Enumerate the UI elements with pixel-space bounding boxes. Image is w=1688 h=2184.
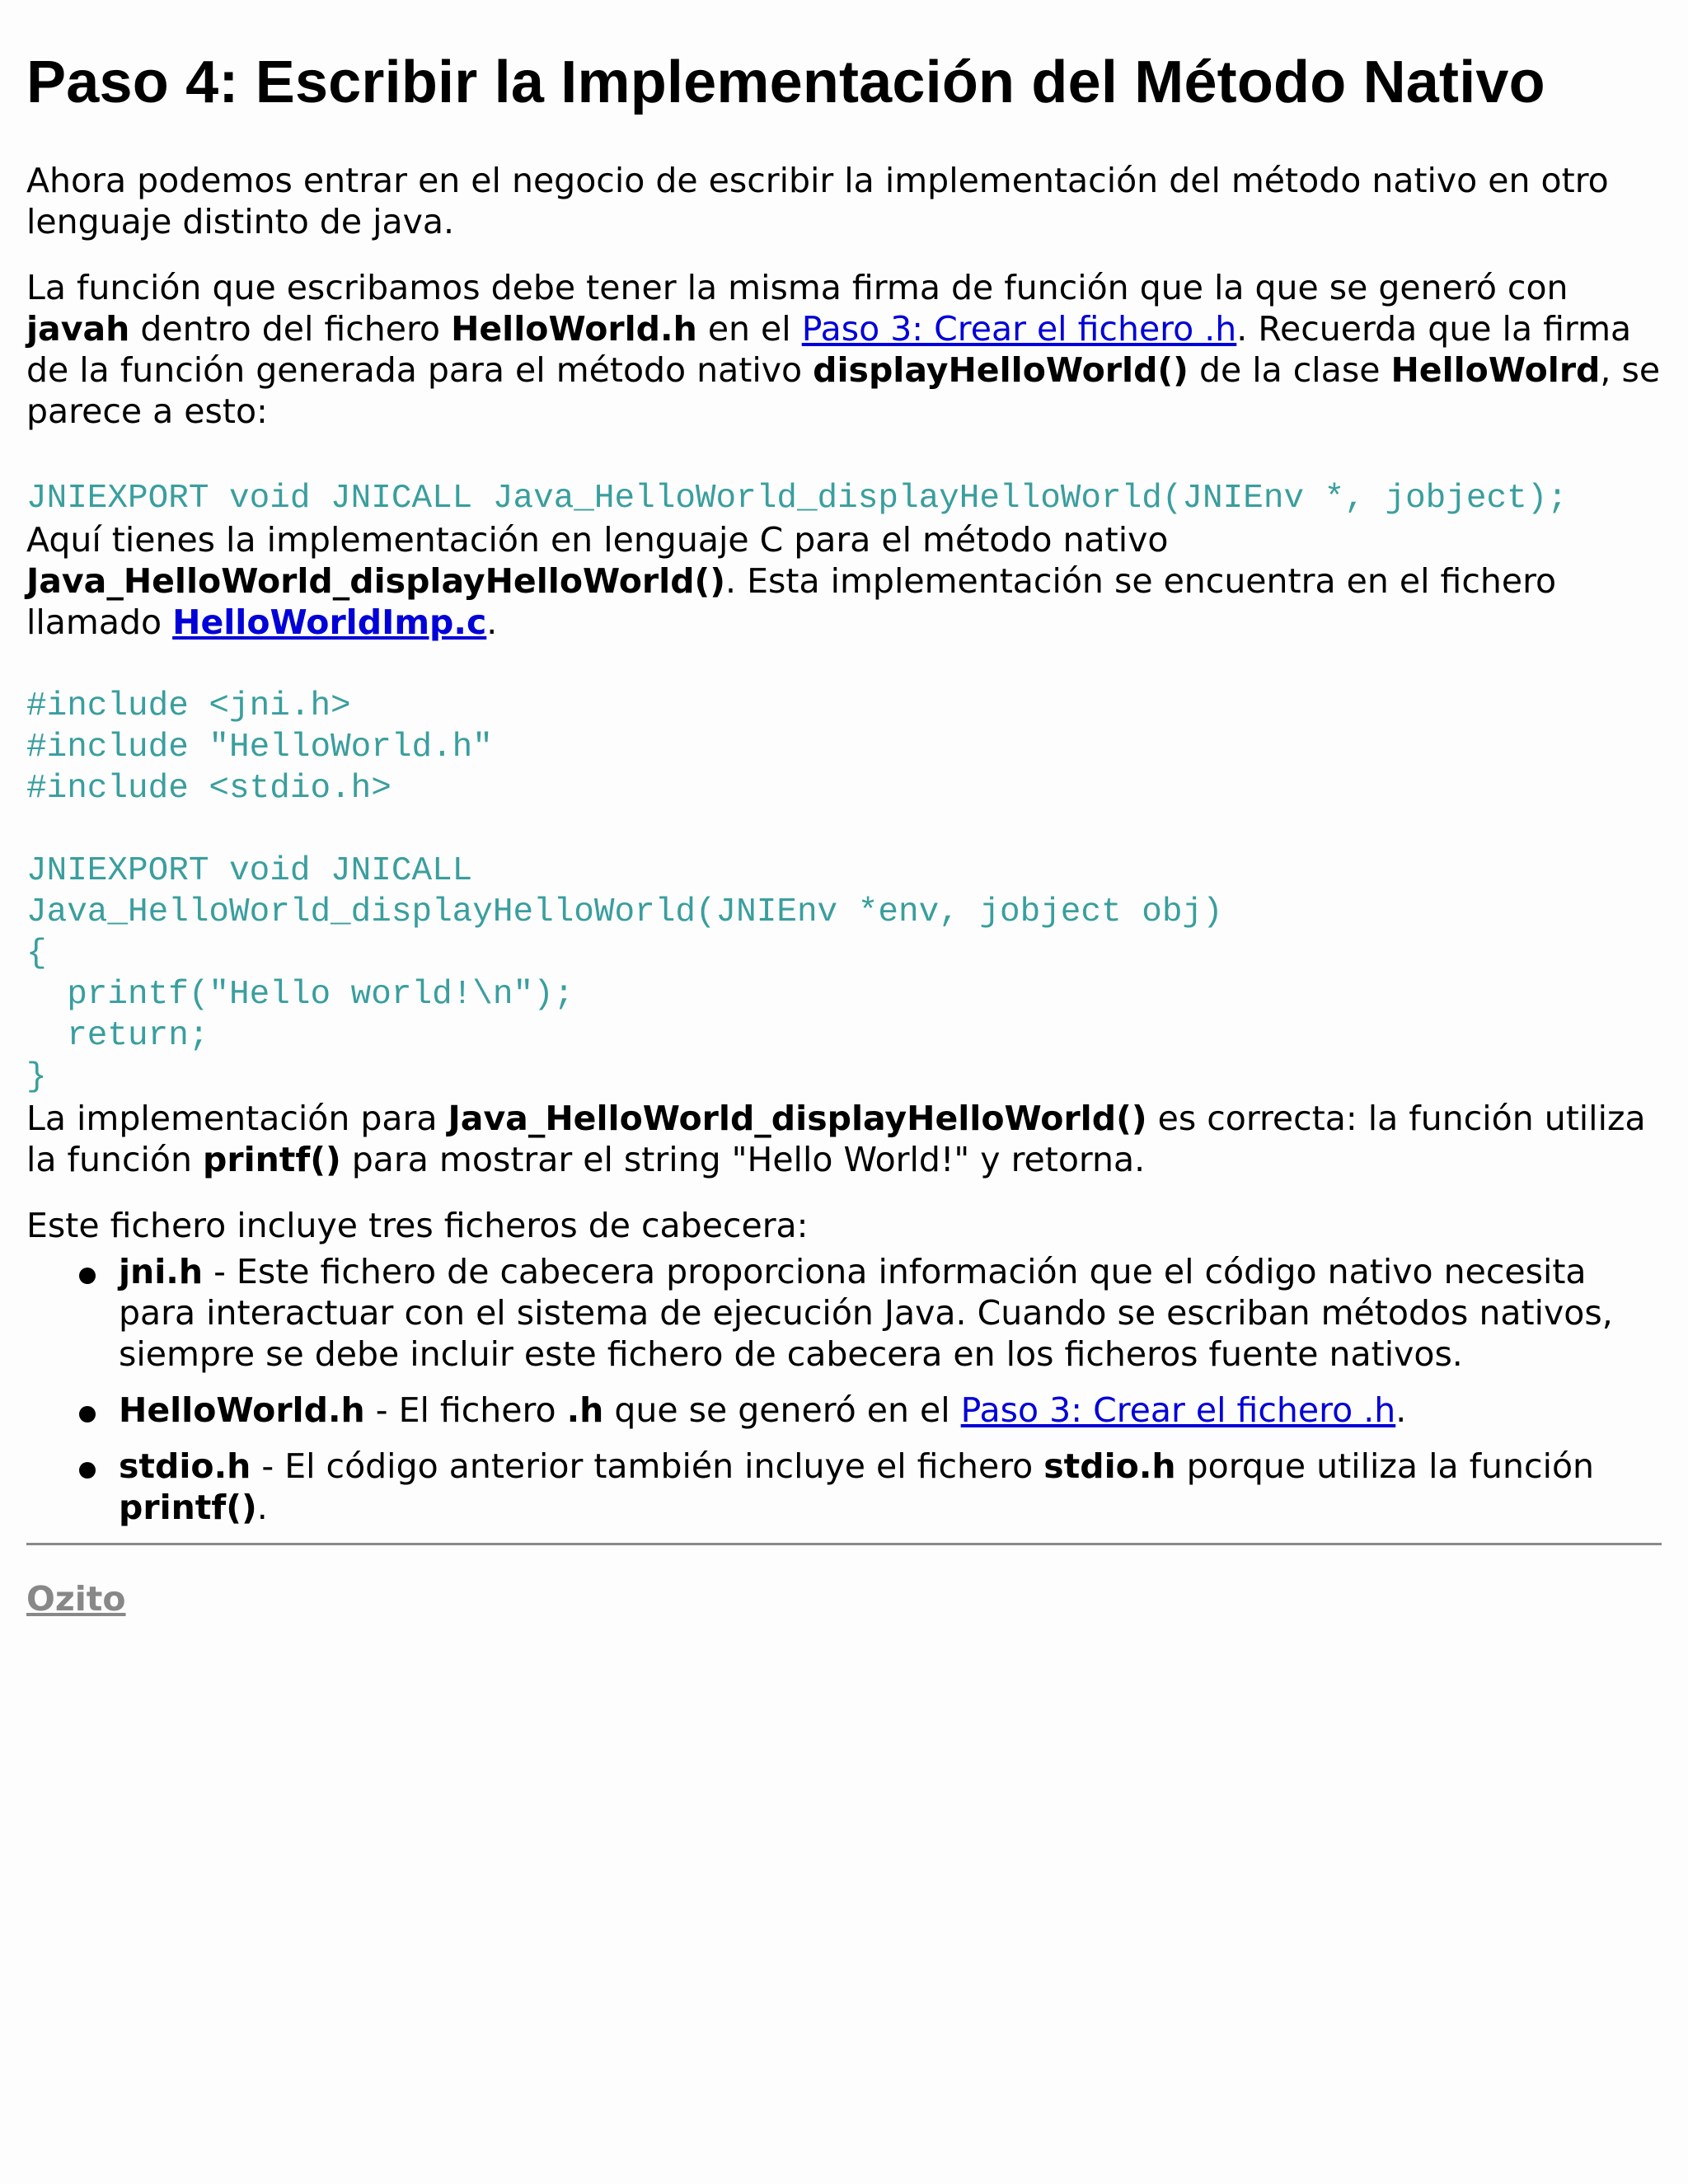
bullet-icon <box>79 1462 96 1479</box>
text: . <box>486 602 498 642</box>
item-text: - El fichero <box>364 1390 567 1430</box>
document-page <box>26 0 1662 1619</box>
paso-3-link[interactable]: Paso 3: Crear el fichero .h <box>801 309 1237 349</box>
headers-intro-paragraph: Este fichero incluye tres ficheros de cabecera: <box>26 1206 809 1245</box>
ozito-link[interactable]: Ozito <box>26 1579 126 1619</box>
item-term: HelloWorld.h <box>119 1390 365 1430</box>
intro-paragraph: Ahora podemos entrar en el negocio de escribir la implementación del método nativo en otro lenguaje distinto de java. <box>26 161 1609 241</box>
javah-term: javah <box>26 309 130 349</box>
correctness-paragraph <box>26 1098 1662 1180</box>
item-term: jni.h <box>119 1252 204 1291</box>
paso-3-link[interactable]: Paso 3: Crear el fichero .h <box>960 1390 1396 1430</box>
display-method-term: displayHelloWorld() <box>813 350 1189 390</box>
class-name-term: HelloWolrd <box>1390 350 1601 390</box>
helloworld-h-term: HelloWorld.h <box>451 309 697 349</box>
bullet-icon <box>79 1406 96 1422</box>
item-term: stdio.h <box>1043 1446 1176 1486</box>
item-term: .h <box>566 1390 604 1430</box>
divider <box>26 1543 1662 1545</box>
item-text: que se generó en el <box>603 1390 961 1430</box>
text: , se parece a esto: <box>26 350 1661 431</box>
text: La función que escribamos debe tener la misma firma de función que la que se generó con <box>26 268 1568 307</box>
helloworldimp-link[interactable]: HelloWorldImp.c <box>172 602 487 642</box>
text: . Recuerda que la firma de la función generada para el método nativo <box>26 309 1632 390</box>
text: de la clase <box>1188 350 1391 390</box>
text: es correcta: la función utiliza la función <box>26 1099 1646 1179</box>
native-function-term: Java_HelloWorld_displayHelloWorld() <box>448 1099 1147 1138</box>
text: La implementación para <box>26 1099 448 1138</box>
text: para mostrar el string "Hello World!" y retorna. <box>340 1140 1146 1179</box>
item-term: stdio.h <box>119 1446 251 1486</box>
bullet-icon <box>79 1268 96 1284</box>
item-text: - El código anterior también incluye el fichero <box>251 1446 1044 1486</box>
text: dentro del fichero <box>129 309 452 349</box>
footer <box>26 1578 1662 1619</box>
text: Aquí tienes la implementación en lenguaje C para el método nativo <box>26 520 1169 560</box>
text: . Esta implementación se encuentra en el fichero llamado <box>26 561 1557 642</box>
printf-term: printf() <box>203 1140 341 1179</box>
list-item-stdio-h <box>119 1446 1662 1528</box>
signature-code-block: JNIEXPORT void JNICALL Java_HelloWorld_displayHelloWorld(JNIEnv *, jobject); <box>26 480 1568 518</box>
implementation-code-block: #include <jni.h> #include "HelloWorld.h" #include <stdio.h> JNIEXPORT void JNICALL Java_HelloWorld_displayHelloWorld(JNIEnv *env, jobject obj) { printf("Hello world!\n"); return; } <box>26 687 1223 1096</box>
item-text: . <box>1395 1390 1407 1430</box>
item-text: - Este fichero de cabecera proporciona información que el código nativo necesita para interactuar con el sistema de ejecución Java. Cuando se escriban métodos nativos, siempre se debe incluir este fichero de cabecera en los ficheros fuente nativos. <box>119 1252 1613 1374</box>
item-text: porque utiliza la función <box>1175 1446 1595 1486</box>
item-term: printf() <box>119 1488 257 1527</box>
implementation-paragraph <box>26 519 1662 643</box>
text: en el <box>696 309 802 349</box>
list-item-helloworld-h <box>119 1390 1662 1431</box>
native-function-term: Java_HelloWorld_displayHelloWorld() <box>26 561 726 601</box>
signature-paragraph <box>26 267 1662 432</box>
item-text: . <box>256 1488 268 1527</box>
header-files-list <box>26 1251 1662 1528</box>
list-item-jni-h <box>119 1251 1662 1375</box>
page-title: Paso 4: Escribir la Implementación del Método Nativo <box>26 49 1545 115</box>
